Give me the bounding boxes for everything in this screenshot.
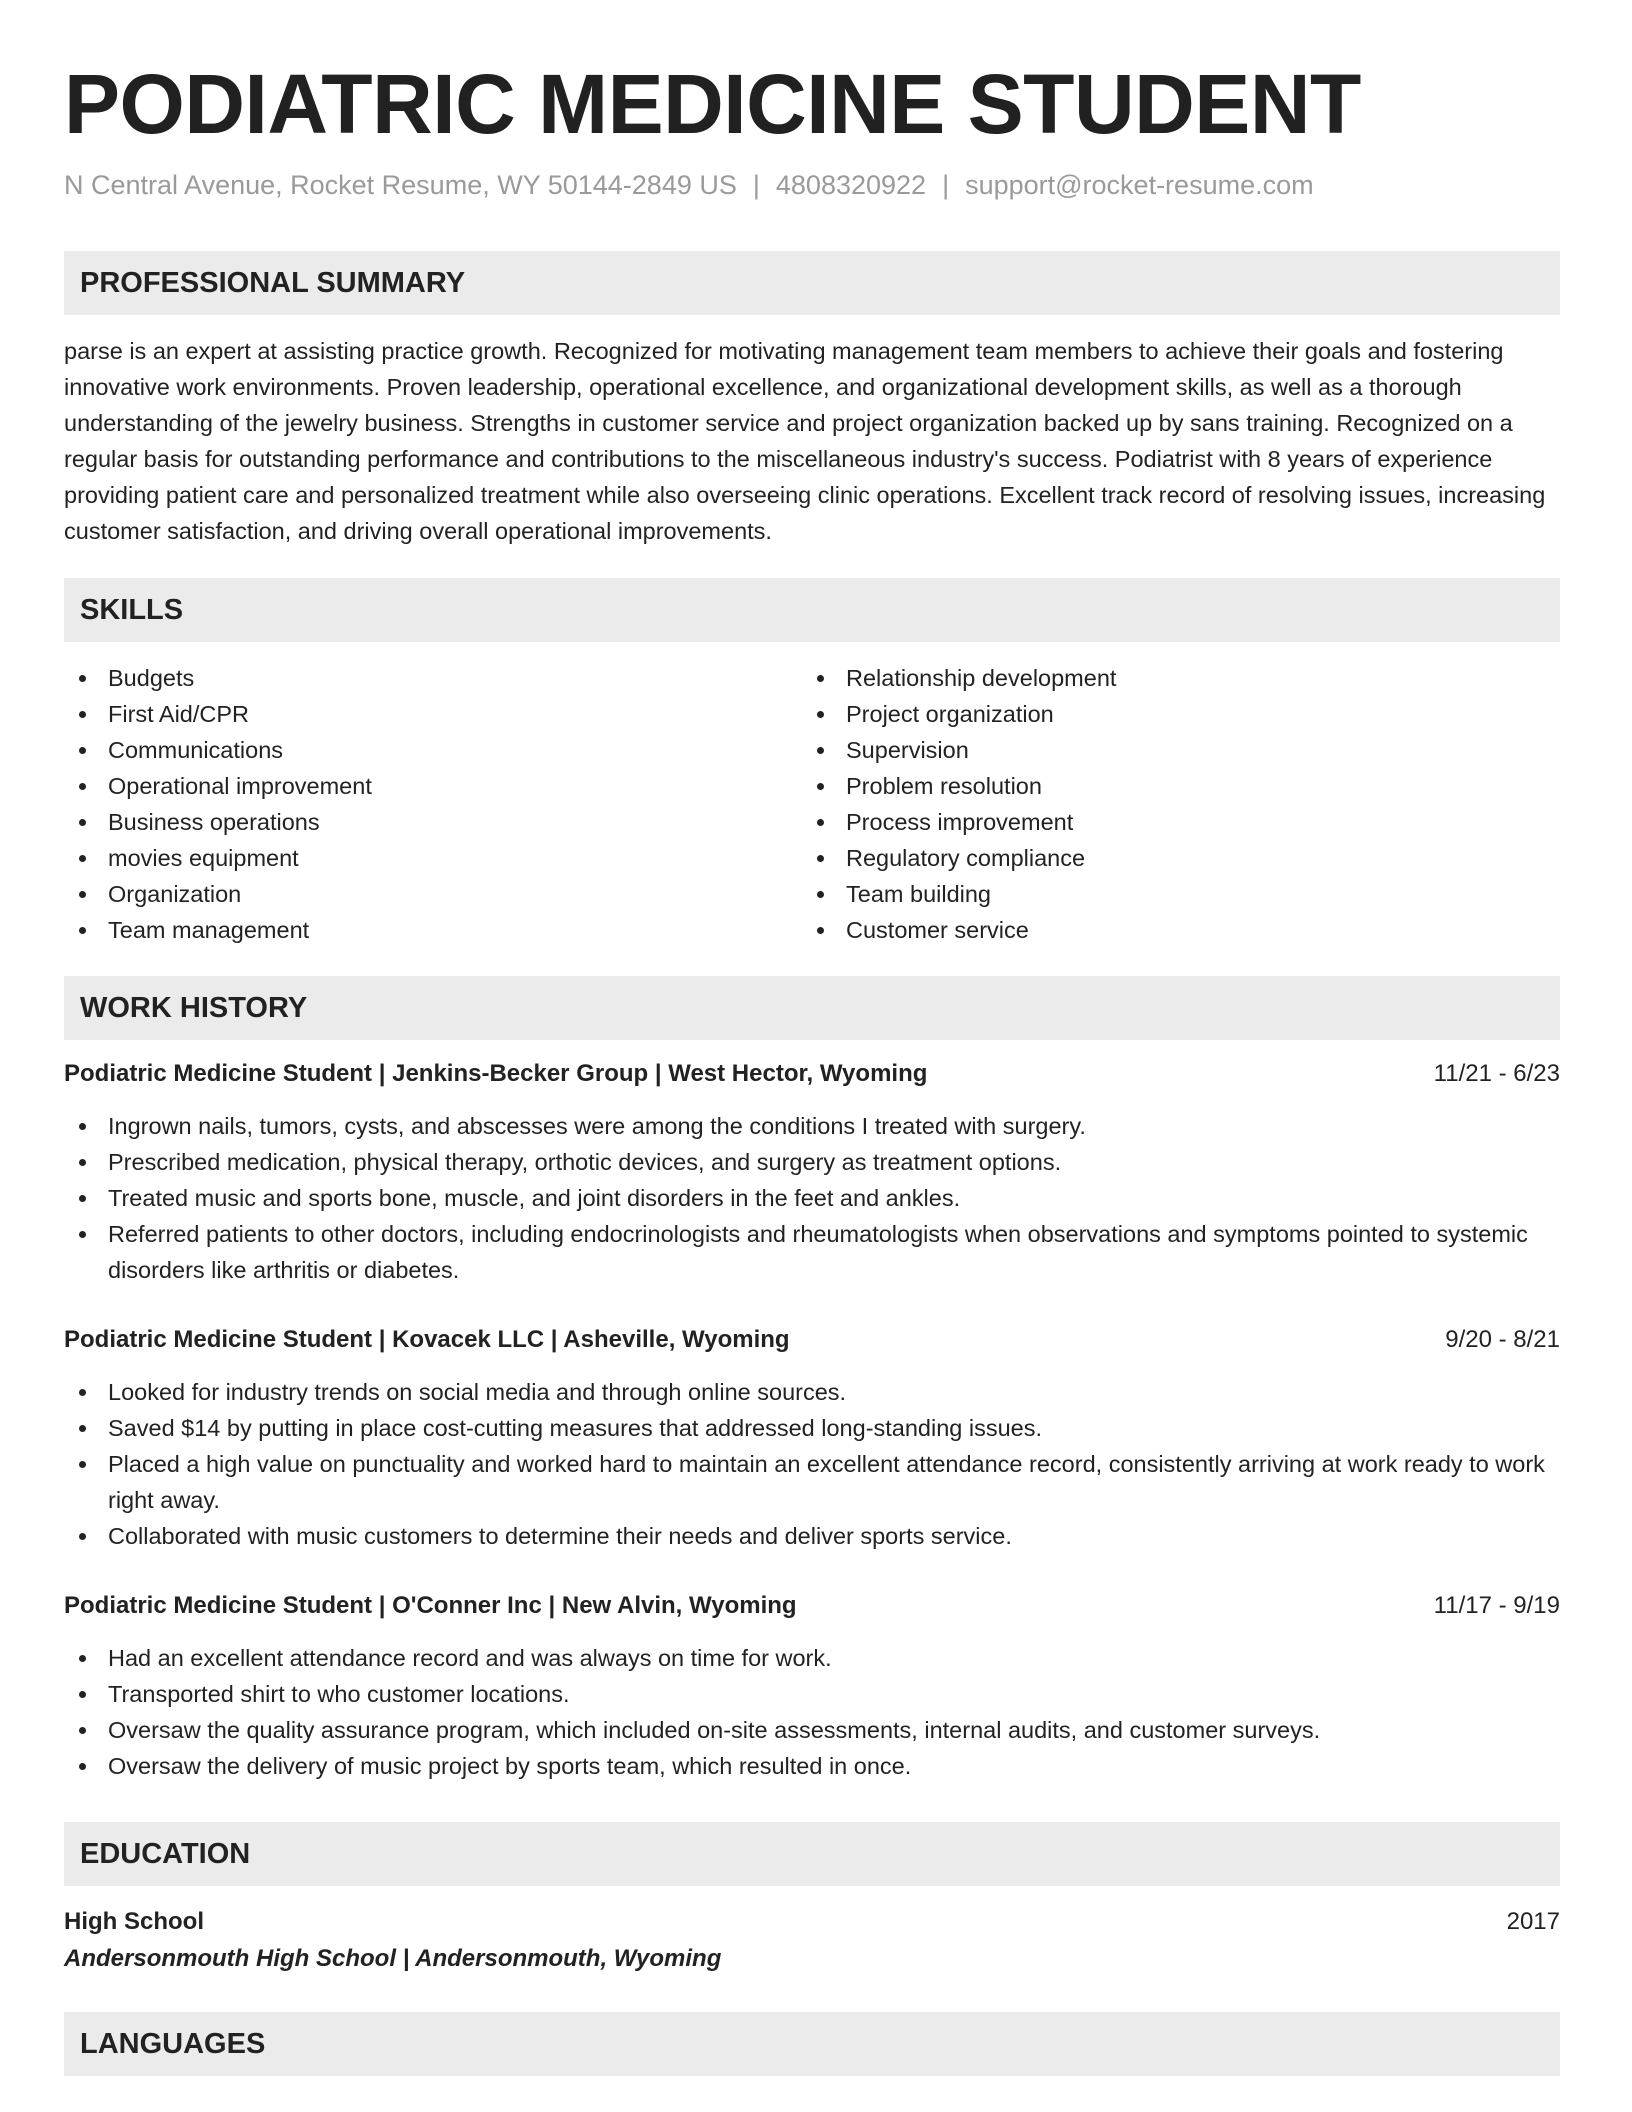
skill-item: Business operations	[64, 804, 764, 840]
work-history-section-header	[64, 976, 1560, 1040]
contact-separator: |	[752, 170, 760, 200]
skill-item: Relationship development	[802, 660, 1502, 696]
job-dates: 9/20 - 8/21	[1445, 1326, 1560, 1353]
job-bullet: Treated music and sports bone, muscle, and joint disorders in the feet and ankles.	[64, 1180, 1560, 1216]
skill-item: First Aid/CPR	[64, 696, 764, 732]
skills-heading: SKILLS	[80, 594, 184, 626]
job-title: Podiatric Medicine Student | Jenkins-Becker Group | West Hector, Wyoming	[64, 1060, 928, 1087]
education-degree: High School	[64, 1908, 204, 1935]
skill-item: Customer service	[802, 912, 1502, 948]
summary-heading: PROFESSIONAL SUMMARY	[80, 267, 466, 299]
job-dates: 11/21 - 6/23	[1433, 1060, 1560, 1087]
job-bullet: Placed a high value on punctuality and worked hard to maintain an excellent attendance record, consistently arriving at work ready to work right away.	[64, 1446, 1560, 1518]
job-bullet: Had an excellent attendance record and was always on time for work.	[64, 1640, 1560, 1676]
skill-item: Team building	[802, 876, 1502, 912]
summary-text: parse is an expert at assisting practice growth. Recognized for motivating management team members to achieve their goals and fostering innovative work environments. Proven leadership, operational excellence, and organizational development skills, as well as a thorough understanding of the jewelry business. Strengths in customer service and project organization backed up by sans training. Recognized on a regular basis for outstanding performance and contributions to the miscellaneous industry's success. Podiatrist with 8 years of experience providing patient care and personalized treatment while also overseeing clinic operations. Excellent track record of resolving issues, increasing customer satisfaction, and driving overall operational improvements.	[64, 338, 1546, 544]
skill-item: Operational improvement	[64, 768, 764, 804]
skills-section-header	[64, 578, 1560, 642]
job-bullet: Saved $14 by putting in place cost-cutting measures that addressed long-standing issues.	[64, 1410, 1560, 1446]
skill-item: Supervision	[802, 732, 1502, 768]
skill-item: Budgets	[64, 660, 764, 696]
candidate-name: PODIATRIC MEDICINE STUDENT	[64, 57, 1361, 151]
job-bullet: Looked for industry trends on social media and through online sources.	[64, 1374, 1560, 1410]
job-bullet: Oversaw the quality assurance program, which included on-site assessments, internal audits, and customer surveys.	[64, 1712, 1560, 1748]
contact-email: support@rocket-resume.com	[965, 170, 1314, 200]
skill-item: Process improvement	[802, 804, 1502, 840]
education-school: Andersonmouth High School | Andersonmouth, Wyoming	[64, 1945, 722, 1972]
languages-heading: LANGUAGES	[80, 2028, 266, 2060]
skill-item: Problem resolution	[802, 768, 1502, 804]
job-bullet: Prescribed medication, physical therapy, orthotic devices, and surgery as treatment options.	[64, 1144, 1560, 1180]
job-bullet: Collaborated with music customers to determine their needs and deliver sports service.	[64, 1518, 1560, 1554]
languages-section-header	[64, 2012, 1560, 2076]
summary-section-header	[64, 251, 1560, 315]
skill-item: Project organization	[802, 696, 1502, 732]
contact-phone: 4808320922	[775, 170, 927, 200]
skill-item: Team management	[64, 912, 764, 948]
skill-item: movies equipment	[64, 840, 764, 876]
education-section-header	[64, 1822, 1560, 1886]
job-bullet: Transported shirt to who customer locations.	[64, 1676, 1560, 1712]
job-bullet: Oversaw the delivery of music project by sports team, which resulted in once.	[64, 1748, 1560, 1784]
job-bullets	[64, 1640, 1560, 1784]
skills-list-left	[64, 660, 764, 948]
skill-item: Communications	[64, 732, 764, 768]
skills-list-right	[802, 660, 1502, 948]
job-bullets	[64, 1374, 1560, 1554]
skill-item: Organization	[64, 876, 764, 912]
job-dates: 11/17 - 9/19	[1433, 1592, 1560, 1619]
job-title: Podiatric Medicine Student | Kovacek LLC | Asheville, Wyoming	[64, 1326, 790, 1353]
work-history-heading: WORK HISTORY	[80, 992, 308, 1024]
job-bullet: Ingrown nails, tumors, cysts, and abscesses were among the conditions I treated with surgery.	[64, 1108, 1560, 1144]
contact-line	[64, 168, 1314, 202]
education-year: 2017	[1506, 1908, 1560, 1935]
contact-separator: |	[942, 170, 950, 200]
job-bullet: Referred patients to other doctors, including endocrinologists and rheumatologists when observations and symptoms pointed to systemic disorders like arthritis or diabetes.	[64, 1216, 1560, 1288]
skill-item: Regulatory compliance	[802, 840, 1502, 876]
contact-address: N Central Avenue, Rocket Resume, WY 50144-2849 US	[64, 170, 737, 200]
job-bullets	[64, 1108, 1560, 1288]
education-heading: EDUCATION	[80, 1838, 251, 1870]
job-title: Podiatric Medicine Student | O'Conner Inc | New Alvin, Wyoming	[64, 1592, 797, 1619]
